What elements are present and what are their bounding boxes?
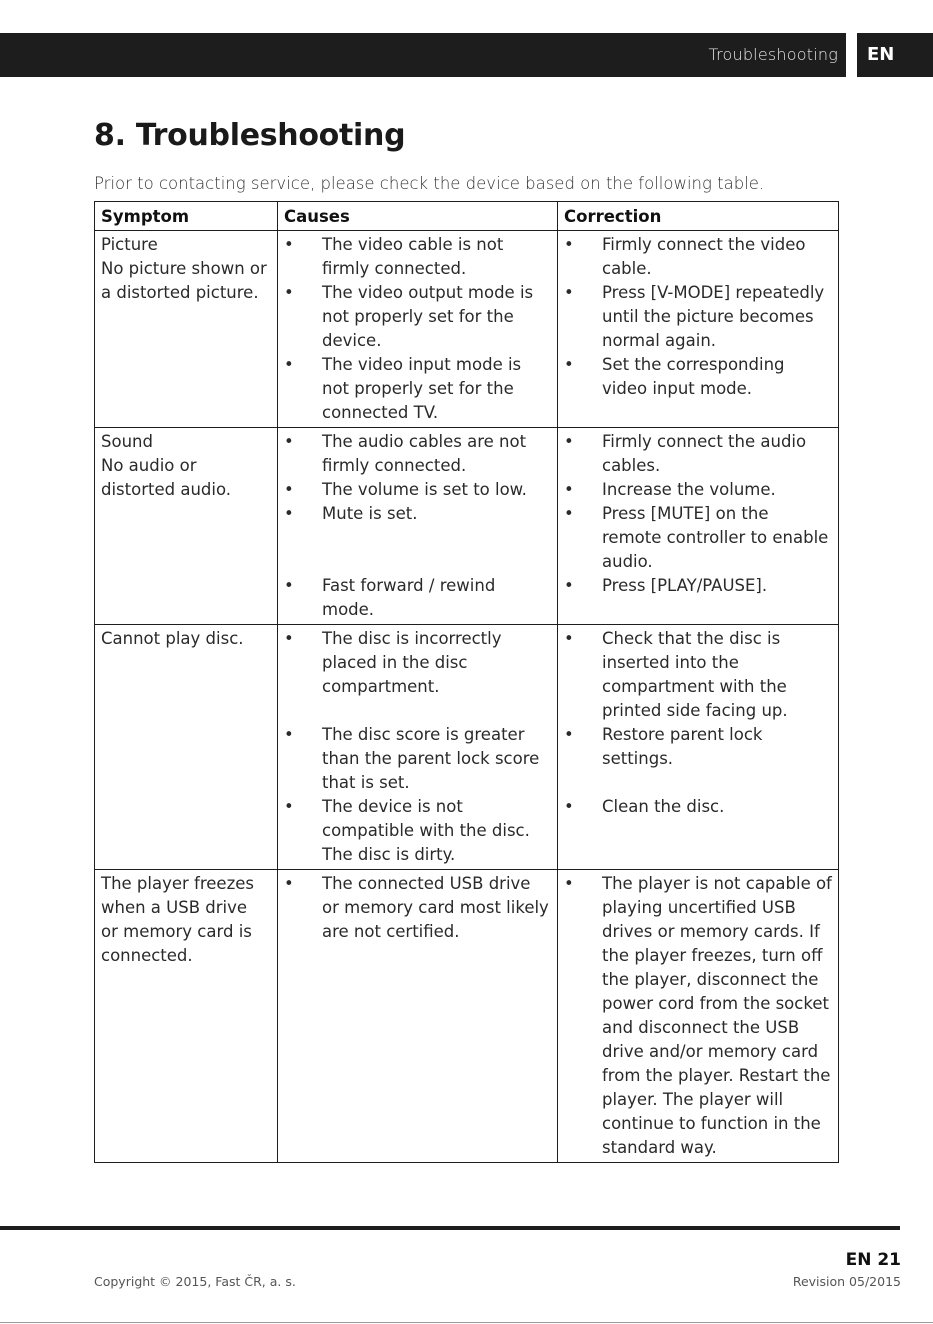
causes-cell <box>278 625 558 870</box>
symptom-line: No audio or <box>101 456 197 475</box>
correction-item: • Set the corresponding video input mode. <box>564 355 785 398</box>
page-number: EN 21 <box>845 1250 901 1270</box>
correction-cell <box>558 428 839 625</box>
cause-spacer <box>284 550 551 574</box>
header-bar <box>0 33 846 77</box>
correction-item: • Press [MUTE] on the remote controller to enable audio. <box>564 504 829 571</box>
symptom-line: Picture <box>101 235 158 254</box>
correction-item: • Firmly connect the video cable. <box>564 235 806 278</box>
header-correction: Correction <box>558 202 839 231</box>
intro-text: Prior to contacting service, please check the device based on the following table. <box>94 174 765 193</box>
symptom-line: a distorted picture. <box>101 283 259 302</box>
cause-item: • The audio cables are not firmly connected. <box>284 432 527 475</box>
correction-spacer <box>564 771 832 795</box>
correction-item: • Firmly connect the audio cables. <box>564 432 807 475</box>
correction-cell <box>558 231 839 428</box>
symptom-line: distorted audio. <box>101 480 232 499</box>
footer-rule <box>0 1226 900 1230</box>
table-row <box>95 870 839 1163</box>
bottom-rule <box>0 1322 933 1323</box>
symptom-line: or memory card is <box>101 922 252 941</box>
cause-item: • The device is not compatible with the disc. The disc is dirty. <box>284 797 530 864</box>
cause-item: • The disc is incorrectly placed in the disc compartment. <box>284 629 502 696</box>
causes-cell <box>278 231 558 428</box>
symptom-cell <box>95 625 278 870</box>
copyright: Copyright © 2015, Fast ČR, a. s. <box>94 1274 296 1289</box>
symptom-line: Cannot play disc. <box>101 629 244 648</box>
language-badge <box>857 33 933 77</box>
symptom-cell <box>95 870 278 1163</box>
cause-item: • The disc score is greater than the parent lock score that is set. <box>284 725 540 792</box>
header-causes: Causes <box>278 202 558 231</box>
correction-item: • Increase the volume. <box>564 480 776 499</box>
symptom-line: No picture shown or <box>101 259 267 278</box>
correction-item: • Restore parent lock settings. <box>564 725 763 768</box>
revision: Revision 05/2015 <box>792 1274 901 1289</box>
symptom-cell <box>95 428 278 625</box>
correction-cell <box>558 870 839 1163</box>
correction-item: • Press [PLAY/PAUSE]. <box>564 576 768 595</box>
cause-item: • The volume is set to low. <box>284 480 527 499</box>
table-row <box>95 428 839 625</box>
table-row <box>95 231 839 428</box>
symptom-line: when a USB drive <box>101 898 248 917</box>
language-label: EN <box>867 44 895 65</box>
cause-item: • The video cable is not firmly connected. <box>284 235 504 278</box>
causes-cell <box>278 870 558 1163</box>
cause-spacer <box>284 526 551 550</box>
cause-item: • The connected USB drive or memory card most likely are not certified. <box>284 874 549 941</box>
cause-item: • The video output mode is not properly set for the device. <box>284 283 534 350</box>
symptom-line: The player freezes <box>101 874 254 893</box>
correction-item: • The player is not capable of playing uncertified USB drives or memory cards. If the player freezes, turn off the player, disconnect the power cord from the socket and disconnect the USB drive and/or memory card from the player. Restart the player. The player will continue to function in the standard way. <box>564 874 832 1157</box>
troubleshooting-table <box>94 201 839 1163</box>
table-row <box>95 625 839 870</box>
symptom-line: connected. <box>101 946 193 965</box>
correction-item: • Clean the disc. <box>564 797 725 816</box>
correction-item: • Check that the disc is inserted into the compartment with the printed side facing up. <box>564 629 788 720</box>
symptom-line: Sound <box>101 432 153 451</box>
cause-spacer <box>284 699 551 723</box>
cause-item: • The video input mode is not properly set for the connected TV. <box>284 355 522 422</box>
symptom-cell <box>95 231 278 428</box>
causes-cell <box>278 428 558 625</box>
cause-item: • Mute is set. <box>284 504 418 523</box>
header-symptom: Symptom <box>95 202 278 231</box>
page-title: 8. Troubleshooting <box>94 118 406 153</box>
table-header-row <box>95 202 839 231</box>
cause-item: • Fast forward / rewind mode. <box>284 576 496 619</box>
header-section-title: Troubleshooting <box>708 45 838 64</box>
correction-cell <box>558 625 839 870</box>
correction-item: • Press [V-MODE] repeatedly until the picture becomes normal again. <box>564 283 825 350</box>
